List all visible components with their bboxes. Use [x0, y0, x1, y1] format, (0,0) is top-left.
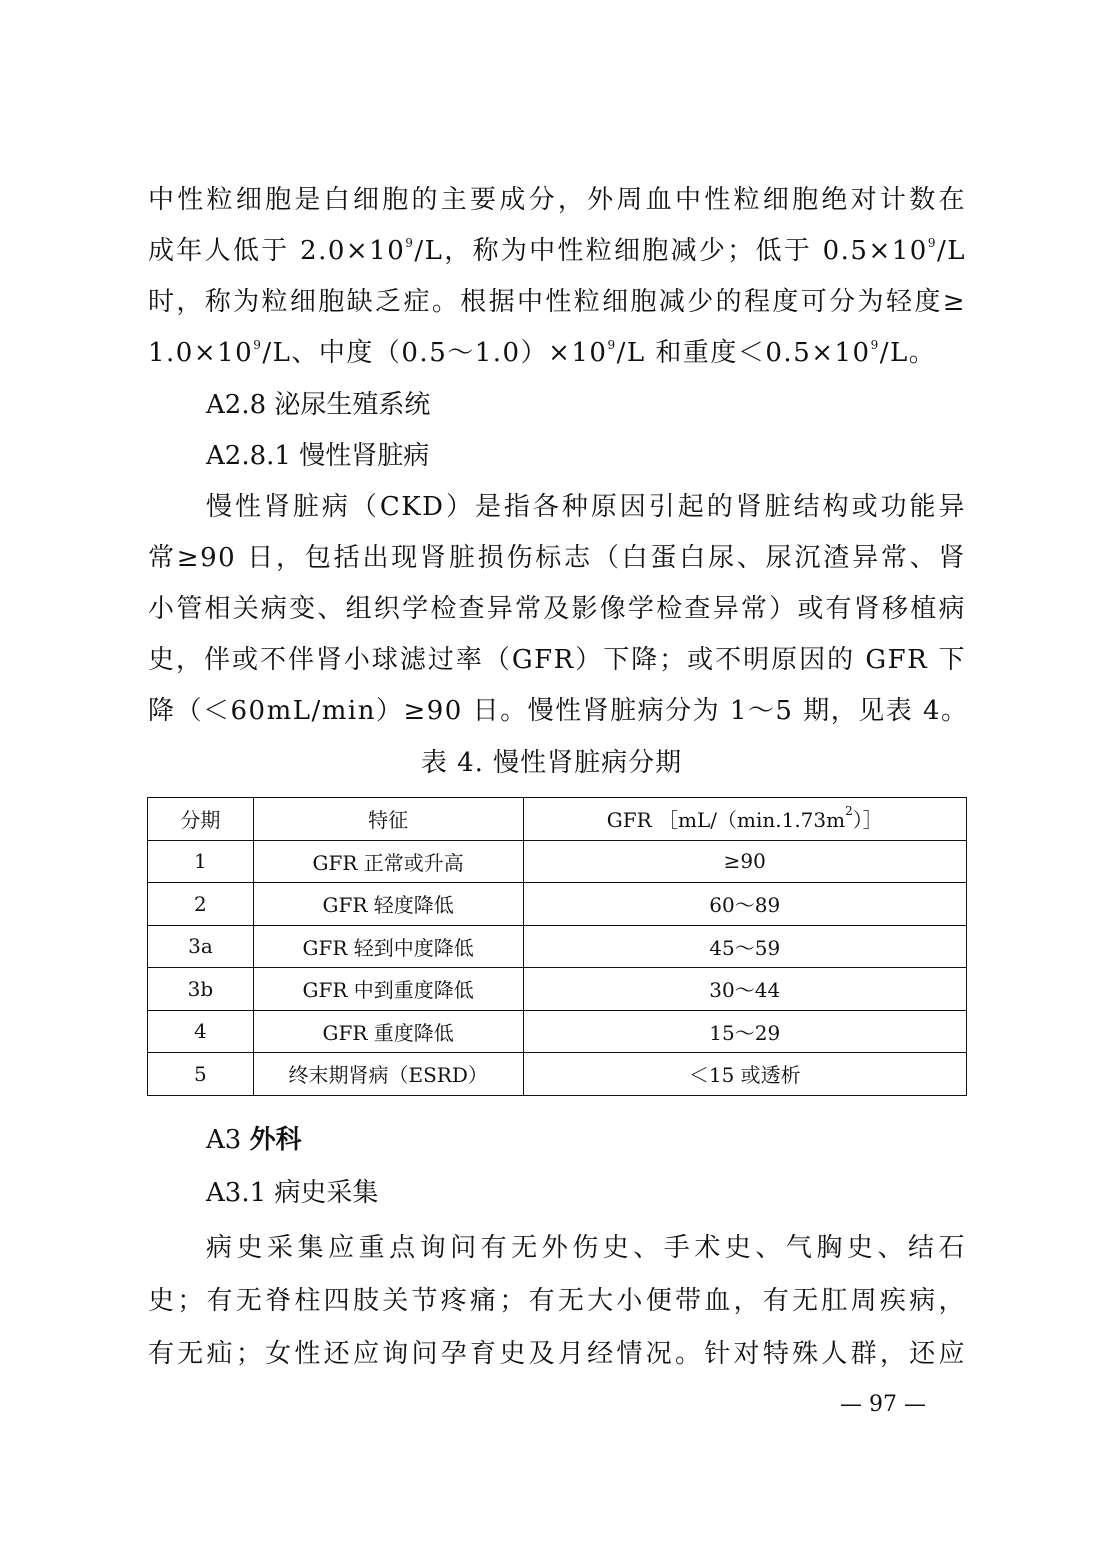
- superscript: 9: [870, 338, 880, 352]
- section-heading-a28: A2.8 泌尿生殖系统: [206, 390, 431, 420]
- para1-line3: 时，称为粒细胞缺乏症。根据中性粒细胞减少的程度可分为轻度≥: [148, 287, 966, 317]
- table-row: [148, 1010, 967, 1053]
- cell-stage: 3a: [148, 925, 254, 968]
- page-number: — 97 —: [840, 1392, 926, 1417]
- cell-gfr: 30～44: [523, 968, 966, 1011]
- cell-stage: 5: [148, 1053, 254, 1096]
- superscript: 2: [845, 804, 853, 819]
- cell-gfr: 15～29: [523, 1010, 966, 1053]
- cell-feature: GFR 重度降低: [253, 1010, 523, 1053]
- header-gfr: [523, 798, 966, 841]
- heading-a3-title: 外科: [249, 1125, 302, 1155]
- table-row: [148, 925, 967, 968]
- para3-line3: 有无疝；女性还应询问孕育史及月经情况。针对特殊人群，还应: [148, 1339, 966, 1369]
- superscript: 9: [405, 236, 415, 250]
- heading-a3-number: A3: [206, 1125, 250, 1155]
- cell-feature: GFR 轻度降低: [253, 883, 523, 926]
- para1-line4-a: 1.0×10: [148, 338, 254, 368]
- superscript: 9: [927, 236, 937, 250]
- ckd-stage-table: [147, 797, 967, 1096]
- para1-line4: [148, 336, 966, 370]
- table-row: [148, 840, 967, 883]
- para2-line2: 常≥90 日，包括出现肾脏损伤标志（白蛋白尿、尿沉渣异常、肾: [148, 543, 966, 573]
- cell-feature: GFR 轻到中度降低: [253, 925, 523, 968]
- para2-line4: 史，伴或不伴肾小球滤过率（GFR）下降；或不明原因的 GFR 下: [148, 645, 966, 675]
- cell-gfr: 60～89: [523, 883, 966, 926]
- cell-feature: GFR 正常或升高: [253, 840, 523, 883]
- para1-line2-c: /L: [936, 236, 967, 266]
- cell-gfr: ＜15 或透析: [523, 1053, 966, 1096]
- para1-line2: [148, 234, 966, 268]
- section-heading-a281: A2.8.1 慢性肾脏病: [206, 441, 430, 471]
- para1-line4-c: /L 和重度＜0.5×10: [616, 338, 871, 368]
- header-gfr-tail: ）］: [852, 808, 883, 833]
- para1-line1: 中性粒细胞是白细胞的主要成分，外周血中性粒细胞绝对计数在: [148, 185, 966, 215]
- cell-stage: 4: [148, 1010, 254, 1053]
- section-heading-a3: [206, 1123, 302, 1157]
- cell-feature: GFR 中到重度降低: [253, 968, 523, 1011]
- table-row: [148, 883, 967, 926]
- para1-line2-b: /L，称为中性粒细胞减少；低于 0.5×10: [414, 236, 928, 266]
- cell-gfr: 45～59: [523, 925, 966, 968]
- table-row: [148, 968, 967, 1011]
- cell-stage: 2: [148, 883, 254, 926]
- cell-feature: 终末期肾病（ESRD）: [253, 1053, 523, 1096]
- cell-stage: 1: [148, 840, 254, 883]
- para1-line2-a: 成年人低于 2.0×10: [148, 236, 406, 266]
- para3-line2: 史；有无脊柱四肢关节疼痛；有无大小便带血，有无肛周疾病，: [148, 1286, 966, 1316]
- superscript: 9: [253, 338, 263, 352]
- table-caption: 表 4. 慢性肾脏病分期: [420, 748, 683, 778]
- superscript: 9: [607, 338, 617, 352]
- para2-line1: 慢性肾脏病（CKD）是指各种原因引起的肾脏结构或功能异: [206, 492, 966, 522]
- para1-line4-b: /L、中度（0.5～1.0）×10: [262, 338, 608, 368]
- table-header-row: [148, 798, 967, 841]
- header-feature: 特征: [253, 798, 523, 841]
- header-stage: 分期: [148, 798, 254, 841]
- section-heading-a31: A3.1 病史采集: [206, 1178, 379, 1208]
- para2-line3: 小管相关病变、组织学检查异常及影像学检查异常）或有肾移植病: [148, 594, 966, 624]
- table-row: [148, 1053, 967, 1096]
- cell-gfr: ≥90: [523, 840, 966, 883]
- para3-line1: 病史采集应重点询问有无外伤史、手术史、气胸史、结石: [206, 1233, 966, 1263]
- para1-line4-d: /L。: [879, 338, 937, 368]
- para2-line5: 降（＜60mL/min）≥90 日。慢性肾脏病分为 1～5 期，见表 4。: [148, 696, 969, 726]
- cell-stage: 3b: [148, 968, 254, 1011]
- header-gfr-text: GFR ［mL/（min.1.73m: [606, 808, 846, 833]
